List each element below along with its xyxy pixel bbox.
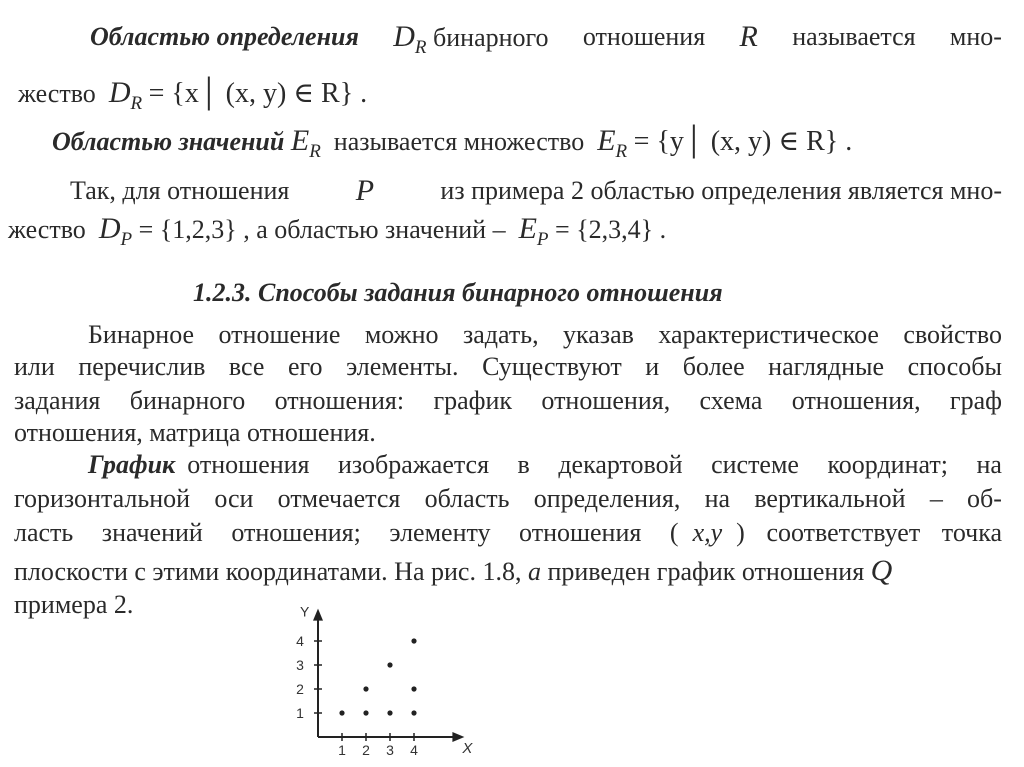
word: перечислив (78, 352, 206, 381)
domain-symbol: $D_R$ бинарного (393, 20, 549, 58)
para4-line3 (14, 386, 1002, 416)
symbol: E (518, 212, 537, 245)
para4-line2 (14, 352, 1002, 382)
term-domain: Областью определения (90, 22, 359, 51)
data-point (387, 662, 392, 667)
relation-symbol: R (739, 20, 758, 53)
word: горизонтальной (14, 484, 191, 513)
para5-line5: примера 2. (14, 590, 134, 619)
word: системе (711, 450, 799, 479)
word: определения, (533, 484, 681, 513)
text: приведен график отношения (547, 557, 865, 586)
range-symbol: E (290, 124, 310, 157)
word: отношения: (274, 386, 405, 415)
para5-line1 (88, 450, 1002, 480)
x-axis-label: X (462, 740, 473, 757)
word: значений (101, 518, 203, 547)
domain-symbol: D (108, 76, 131, 109)
data-point (387, 710, 392, 715)
data-point (411, 638, 416, 643)
word: ( (669, 518, 679, 547)
x-tick-label: 2 (362, 742, 370, 758)
text (14, 518, 679, 548)
y-axis-arrow (313, 609, 323, 621)
word: и (645, 352, 660, 381)
word: отношения; (231, 518, 361, 547)
data-point (363, 710, 368, 715)
word: отношения, (541, 386, 671, 415)
word: отношение (218, 320, 341, 349)
relation-P: P (355, 174, 375, 207)
word: элементу (389, 518, 491, 547)
domain-set: = {1,2,3} (138, 215, 237, 244)
word: его (287, 352, 323, 381)
para4-line4: отношения, матрица отношения. (14, 418, 376, 447)
word: на (704, 484, 731, 513)
word: изображается (338, 450, 490, 479)
xy-pair: x,y (692, 518, 723, 547)
term-range: Областью значений (52, 127, 285, 156)
relation-graph-chart (280, 592, 480, 762)
word: наглядные (768, 352, 885, 381)
para3-line1 (70, 176, 1002, 206)
word: отношения (582, 22, 706, 51)
x-tick-label: 1 (338, 742, 346, 758)
word: отношения (519, 518, 642, 547)
word: задать, (462, 320, 539, 349)
word: отношения, (791, 386, 921, 415)
word: – (929, 484, 943, 513)
y-axis-label: Y (300, 603, 310, 620)
word: мно- (949, 22, 1002, 51)
symbol: D (98, 212, 121, 245)
text (736, 518, 1002, 548)
word: соответствует (766, 518, 921, 547)
word: задания (14, 386, 101, 415)
word: координат; (827, 450, 948, 479)
word: ласть (14, 518, 74, 547)
word: называется множество (333, 127, 585, 156)
para5-line2 (14, 484, 1002, 514)
word: область (424, 484, 510, 513)
para1-line1 (90, 22, 1002, 63)
word: схема (699, 386, 763, 415)
word: об- (967, 484, 1002, 513)
text: Так, для отношения (70, 176, 290, 205)
data-point (411, 710, 416, 715)
x-tick-label: 4 (410, 742, 418, 758)
domain-set: = {x│ (x, y) ∈ R} . (148, 78, 368, 109)
word: характеристическое (658, 320, 879, 349)
word: график (433, 386, 513, 415)
term-graph: График (88, 450, 176, 479)
word: отмечается (277, 484, 401, 513)
word: или (14, 352, 55, 381)
word: Бинарное (88, 320, 195, 349)
word: более (682, 352, 745, 381)
para4-line1 (88, 320, 1002, 350)
word: в (517, 450, 530, 479)
para5-line3 (14, 518, 1002, 548)
y-tick-label: 3 (296, 657, 304, 673)
range-set: = {2,3,4} . (555, 215, 667, 244)
word: элементы. (346, 352, 459, 381)
word: граф (949, 386, 1002, 415)
word: способы (907, 352, 1002, 381)
y-tick-label: 1 (296, 705, 304, 721)
text: из примера 2 областью определения является мно- (440, 176, 1002, 205)
text: , а областью значений – (243, 215, 506, 244)
word: бинарного (129, 386, 246, 415)
range-set: = {y│ (x, y) ∈ R} . (633, 126, 853, 157)
relation-Q: Q (870, 554, 893, 587)
para2-line1: Областью значений $E_R$ называется множество $E_R$ = {y│ (x, y) ∈ R} . (52, 124, 853, 162)
word: можно (364, 320, 439, 349)
word: указав (563, 320, 634, 349)
y-tick-label: 2 (296, 681, 304, 697)
data-point (339, 710, 344, 715)
word: декартовой (558, 450, 683, 479)
word: вертикальной (754, 484, 906, 513)
text: жество (8, 215, 86, 244)
word: оси (214, 484, 254, 513)
para1-line2: жество $D_R$ = {x│ (x, y) ∈ R} . (18, 76, 368, 114)
word: точка (941, 518, 1002, 547)
word: ) (736, 518, 745, 547)
section-heading: 1.2.3. Способы задания бинарного отношения (193, 278, 723, 307)
y-tick-label: 4 (296, 633, 304, 649)
word: на (976, 450, 1002, 479)
word: отношения (187, 450, 310, 479)
text: плоскости с этими координатами. На рис. 1.8, (14, 557, 522, 586)
data-point (411, 686, 416, 691)
word: Существуют (482, 352, 622, 381)
word: называется (792, 22, 916, 51)
data-point (363, 686, 368, 691)
text: а (527, 557, 541, 586)
text (187, 450, 1002, 480)
word: все (228, 352, 265, 381)
word: жество (18, 79, 96, 108)
x-tick-label: 3 (386, 742, 394, 758)
word: свойство (903, 320, 1002, 349)
para5-line4 (14, 556, 892, 587)
para3-line2: жество $D_P = \{1,2,3\}$ , а областью значений – $E_P = \{2,3,4\}$ . (8, 212, 667, 250)
